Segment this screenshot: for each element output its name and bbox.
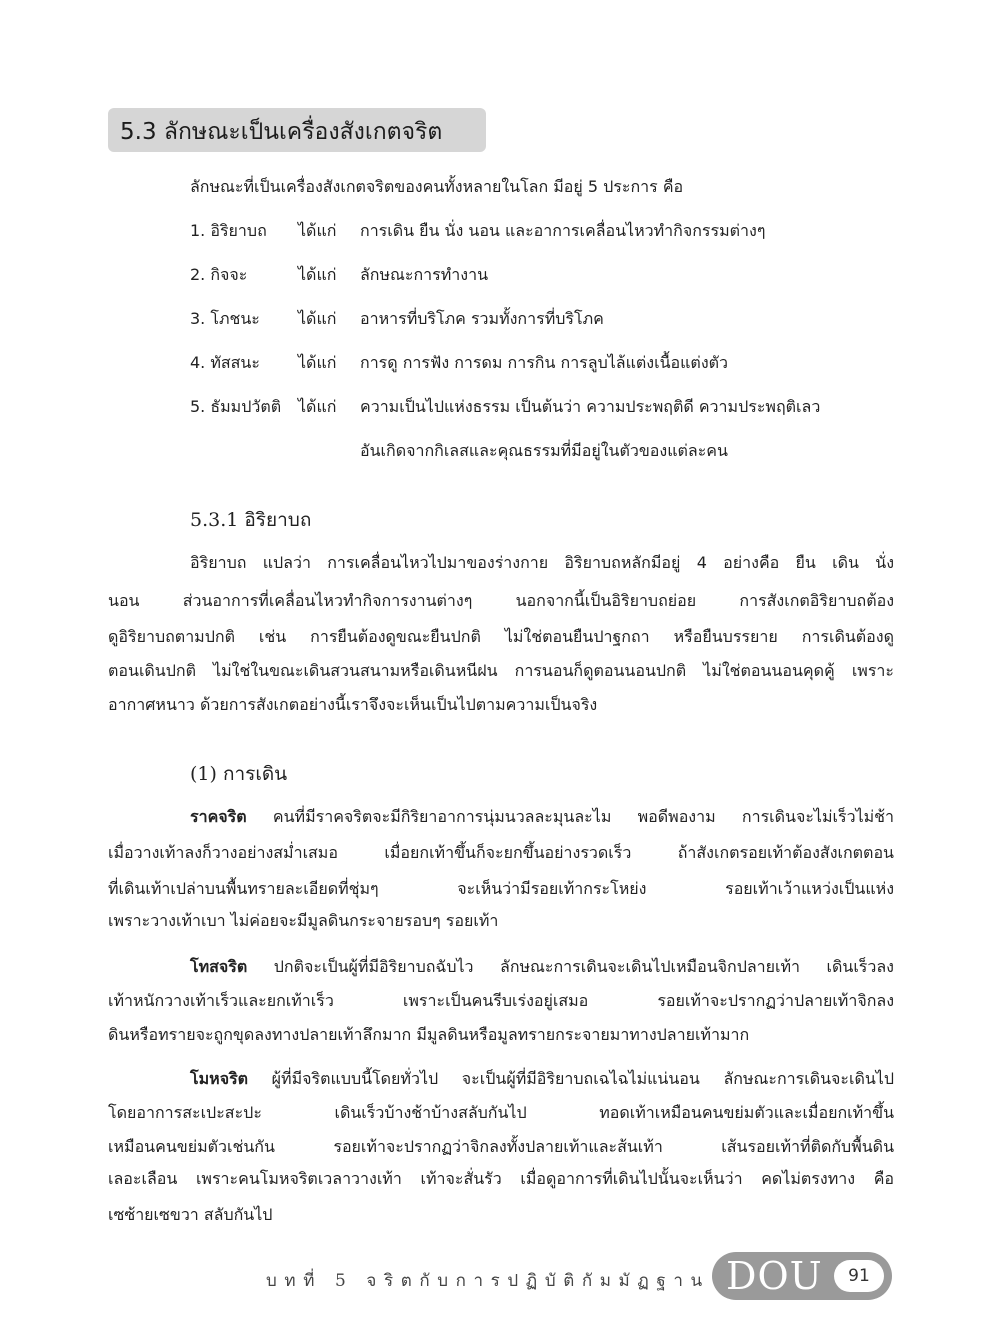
dosa-label: โทสจริต bbox=[190, 957, 248, 976]
item-means: ได้แก่ bbox=[298, 309, 337, 328]
paragraph-line: เหมือนคนขย่มตัวเช่นกัน รอยเท้าจะปรากฏว่าจิกลงทั้งปลายเท้าและส้นเท้า เส้นรอยเท้าที่ติดกับพื้นดิน bbox=[108, 1137, 894, 1156]
paragraph-line: เมื่อวางเท้าลงก็วางอย่างสม่ำเสมอ เมื่อยกเท้าขึ้นก็จะยกขึ้นอย่างรวดเร็ว ถ้าสังเกตรอยเท้าต้องสังเกตตอน bbox=[108, 843, 894, 862]
moha-first-line bbox=[190, 1068, 894, 1090]
item-name: 3. โภชนะ bbox=[190, 309, 260, 328]
moha-label: โมหจริต bbox=[190, 1069, 249, 1088]
section-intro: ลักษณะที่เป็นเครื่องสังเกตจริตของคนทั้งหลายในโลก มีอยู่ 5 ประการ คือ bbox=[190, 177, 684, 196]
dou-logo: DOU bbox=[726, 1254, 823, 1298]
item-desc: ความเป็นไปแห่งธรรม เป็นต้นว่า ความประพฤติดี ความประพฤติเลว bbox=[360, 397, 821, 416]
item-means: ได้แก่ bbox=[298, 397, 337, 416]
paragraph-line: อิริยาบถ แปลว่า การเคลื่อนไหวไปมาของร่างกาย อิริยาบถหลักมีอยู่ 4 อย่างคือ ยืน เดิน นั่ง bbox=[190, 553, 894, 572]
paragraph-line: เท้าหนักวางเท้าเร็วและยกเท้าเร็ว เพราะเป็นคนรีบเร่งอยู่เสมอ รอยเท้าจะปรากฏว่าปลายเท้าจิกลง bbox=[108, 991, 894, 1010]
paragraph-line: ดินหรือทรายจะถูกขุดลงทางปลายเท้าลึกมาก มีมูลดินหรือมูลทรายกระจายมาทางปลายเท้ามาก bbox=[108, 1025, 750, 1044]
paragraph-line: ที่เดินเท้าเปล่าบนพื้นทรายละเอียดที่ชุ่มๆ จะเห็นว่ามีรอยเท้ากระโหย่ง รอยเท้าเว้าแหว่งเป็นแห่ง bbox=[108, 879, 894, 898]
item-means: ได้แก่ bbox=[298, 265, 337, 284]
paragraph-line: ดูอิริยาบถตามปกติ เช่น การยืนต้องดูขณะยืนปกติ ไม่ใช่ตอนยืนปาฐกถา หรือยืนบรรยาย การเดินต้องดู bbox=[108, 627, 894, 646]
moha-text: ผู้ที่มีจริตแบบนี้โดยทั่วไป จะเป็นผู้ที่มีอิริยาบถเฉไฉไม่แน่นอน ลักษณะการเดินจะเดินไป bbox=[248, 1069, 894, 1088]
raga-text: คนที่มีราคจริตจะมีกิริยาอาการนุ่มนวลละมุนละไม พอดีพองาม การเดินจะไม่เร็วไม่ช้า bbox=[246, 807, 894, 826]
dosa-text: ปกติจะเป็นผู้ที่มีอิริยาบถฉับไว ลักษณะการเดินจะเดินไปเหมือนจิกปลายเท้า เดินเร็วลง bbox=[247, 957, 894, 976]
item-desc: การเดิน ยืน นั่ง นอน และอาการเคลื่อนไหวทำกิจกรรมต่างๆ bbox=[360, 221, 766, 240]
item-name: 1. อิริยาบถ bbox=[190, 221, 267, 240]
page-number: 91 bbox=[834, 1260, 884, 1292]
paragraph-line: เซซ้ายเซขวา สลับกันไป bbox=[108, 1205, 273, 1224]
paragraph-line: นอน ส่วนอาการที่เคลื่อนไหวทำกิจการงานต่างๆ นอกจากนี้เป็นอิริยาบถย่อย การสังเกตอิริยาบถต้อง bbox=[108, 591, 894, 610]
item-name: 2. กิจจะ bbox=[190, 265, 248, 284]
paragraph-line: เพราะวางเท้าเบา ไม่ค่อยจะมีมูลดินกระจายรอบๆ รอยเท้า bbox=[108, 911, 499, 930]
item-desc: อาหารที่บริโภค รวมทั้งการที่บริโภค bbox=[360, 309, 604, 328]
item-desc-continued: อันเกิดจากกิเลสและคุณธรรมที่มีอยู่ในตัวของแต่ละคน bbox=[360, 441, 728, 460]
item-desc: ลักษณะการทำงาน bbox=[360, 265, 489, 284]
dosa-first-line bbox=[190, 956, 894, 978]
item-means: ได้แก่ bbox=[298, 221, 337, 240]
chapter-footer: บทที่ 5 จริตกับการปฏิบัติกัมมัฏฐาน bbox=[266, 1271, 710, 1291]
subsection-title: 5.3.1 อิริยาบถ bbox=[190, 509, 312, 531]
item-desc: การดู การฟัง การดม การกิน การลูบไล้แต่งเนื้อแต่งตัว bbox=[360, 353, 728, 372]
raga-label: ราคจริต bbox=[190, 807, 247, 826]
item-name: 5. ธัมมปวัตติ bbox=[190, 397, 282, 416]
paragraph-line: อากาศหนาว ด้วยการสังเกตอย่างนี้เราจึงจะเห็นเป็นไปตามความเป็นจริง bbox=[108, 695, 598, 714]
paragraph-line: โดยอาการสะเปะสะปะ เดินเร็วบ้างช้าบ้างสลับกันไป ทอดเท้าเหมือนคนขย่มตัวและเมื่อยกเท้าขึ้น bbox=[108, 1103, 894, 1122]
section-title: 5.3 ลักษณะเป็นเครื่องสังเกตจริต bbox=[108, 108, 486, 152]
walking-title: (1) การเดิน bbox=[190, 763, 288, 785]
paragraph-line: เลอะเลือน เพราะคนโมหจริตเวลาวางเท้า เท้าจะสั่นรัว เมื่อดูอาการที่เดินไปนั้นจะเห็นว่า คดไม่ตรงทาง คือ bbox=[108, 1169, 895, 1188]
item-name: 4. ทัสสนะ bbox=[190, 353, 260, 372]
item-means: ได้แก่ bbox=[298, 353, 337, 372]
page-badge bbox=[712, 1252, 892, 1300]
paragraph-line: ตอนเดินปกติ ไม่ใช่ในขณะเดินสวนสนามหรือเดินหนีฝน การนอนก็ดูตอนนอนปกติ ไม่ใช่ตอนนอนคุดคู้ เพราะ bbox=[108, 661, 894, 680]
raga-first-line bbox=[190, 806, 894, 828]
